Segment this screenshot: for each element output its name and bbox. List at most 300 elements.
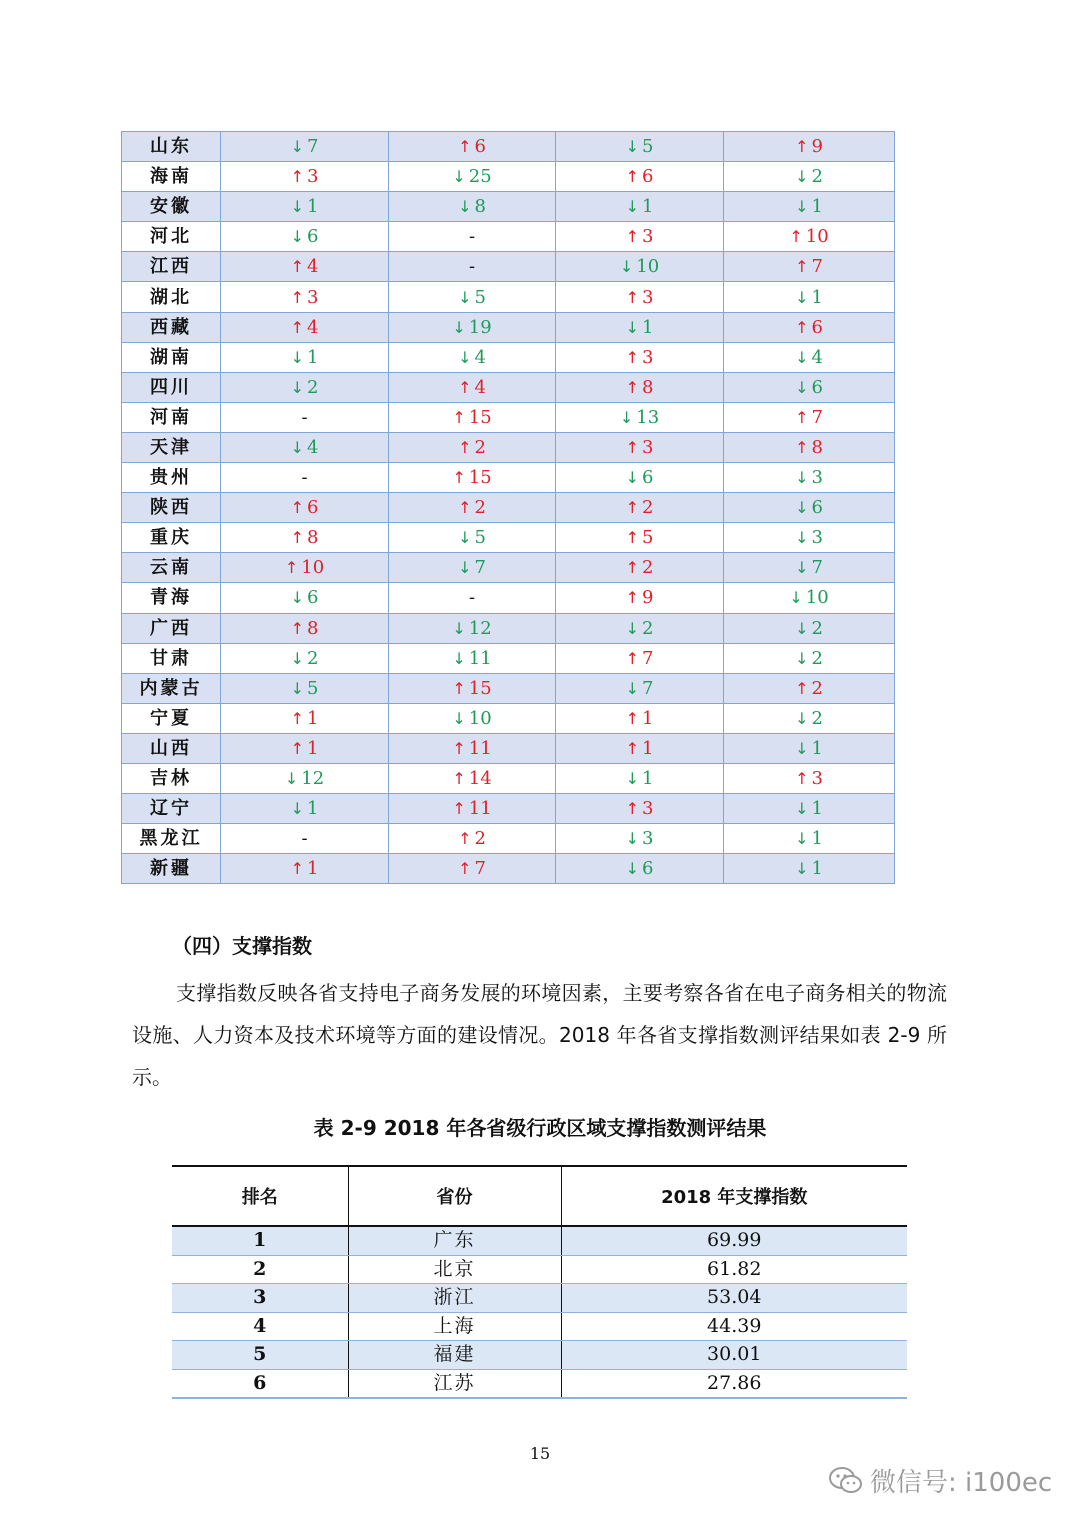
province-cell: 吉林 [122,763,221,793]
change-cell [389,252,556,282]
arrow-up-icon: ↑ [795,257,809,277]
arrow-down-icon: ↓ [795,528,809,548]
table-row [122,854,895,884]
rank-cell: 4 [172,1312,348,1341]
change-value: 3 [811,527,823,549]
province-cell: 山东 [122,132,221,162]
table-row [172,1255,907,1284]
arrow-down-icon: ↓ [625,859,639,879]
support-table-header-row [172,1166,907,1226]
change-value: 5 [306,677,319,699]
table-row [122,794,895,824]
arrow-up-icon: ↑ [452,407,466,427]
change-value: 3 [811,467,823,489]
province-cell: 重庆 [122,523,221,553]
change-value: 14 [468,768,492,790]
change-cell [724,673,895,703]
arrow-down-icon: ↓ [795,498,809,518]
arrow-down-icon: ↓ [290,678,304,698]
change-cell [556,192,724,222]
change-cell [556,463,724,493]
change-value: 12 [301,768,325,790]
change-cell [389,162,556,192]
arrow-down-icon: ↓ [625,317,639,337]
change-value: 8 [811,436,823,458]
province-cell: 贵州 [122,463,221,493]
arrow-up-icon: ↑ [452,468,466,488]
change-value: 2 [811,166,823,188]
province-cell: 安徽 [122,192,221,222]
province-cell: 江西 [122,252,221,282]
change-cell [724,583,895,613]
change-cell [389,583,556,613]
arrow-up-icon: ↑ [795,437,809,457]
arrow-down-icon: ↓ [458,287,472,307]
change-value: 15 [468,677,492,699]
rank-cell: 6 [172,1369,348,1398]
arrow-up-icon: ↑ [795,137,809,157]
arrow-down-icon: ↓ [625,137,639,157]
change-cell [221,402,389,432]
change-cell [724,613,895,643]
change-cell [724,372,895,402]
table-row [172,1369,907,1398]
change-value: 2 [811,617,823,639]
change-value: 7 [306,136,319,158]
change-value: - [301,828,308,850]
change-cell [221,643,389,673]
change-value: 4 [306,436,319,458]
change-value: 3 [641,828,654,850]
change-cell [389,132,556,162]
arrow-up-icon: ↑ [290,257,304,277]
change-cell [221,282,389,312]
support-table-body [172,1226,907,1398]
change-value: 11 [468,737,492,759]
change-value: 6 [306,587,319,609]
arrow-up-icon: ↑ [458,437,472,457]
change-value: 2 [306,376,319,398]
change-cell [221,703,389,733]
index-value-cell: 44.39 [561,1312,907,1341]
arrow-up-icon: ↑ [625,437,639,457]
change-value: 3 [641,346,654,368]
table-row [122,733,895,763]
province-cell: 北京 [348,1255,561,1284]
change-cell [724,794,895,824]
arrow-up-icon: ↑ [625,528,639,548]
arrow-down-icon: ↓ [795,197,809,217]
table-row [122,553,895,583]
change-cell [724,733,895,763]
change-cell [724,342,895,372]
rank-cell: 3 [172,1284,348,1313]
province-cell: 甘肃 [122,643,221,673]
arrow-up-icon: ↑ [625,347,639,367]
arrow-down-icon: ↓ [290,197,304,217]
change-cell [556,794,724,824]
change-value: 1 [641,316,654,338]
change-value: 11 [468,647,492,669]
change-value: 10 [468,707,492,729]
change-value: 6 [306,497,319,519]
province-cell: 广东 [348,1226,561,1255]
change-cell [724,553,895,583]
table-row [122,162,895,192]
change-cell [556,162,724,192]
table-row [122,613,895,643]
change-cell [556,673,724,703]
arrow-down-icon: ↓ [452,618,466,638]
change-value: 10 [805,587,829,609]
change-cell [556,312,724,342]
arrow-down-icon: ↓ [795,377,809,397]
change-cell [724,763,895,793]
change-value: 7 [811,256,823,278]
table-row [122,402,895,432]
change-value: 19 [468,316,492,338]
table-row [122,252,895,282]
table-row [122,583,895,613]
change-value: 5 [474,527,486,549]
change-value: 2 [474,828,486,850]
change-cell [221,312,389,342]
change-cell [724,192,895,222]
arrow-up-icon: ↑ [625,287,639,307]
change-cell [389,794,556,824]
index-value-cell: 61.82 [561,1255,907,1284]
change-cell [221,493,389,523]
change-cell [389,523,556,553]
province-cell: 辽宁 [122,794,221,824]
header-province: 省份 [348,1166,561,1226]
change-value: 2 [474,436,486,458]
change-cell [389,673,556,703]
change-value: 10 [301,557,325,579]
change-cell [221,794,389,824]
change-cell [556,763,724,793]
change-value: 1 [811,286,823,308]
arrow-down-icon: ↓ [290,347,304,367]
change-value: 7 [811,557,823,579]
table-row [122,132,895,162]
table-row [122,282,895,312]
header-rank: 排名 [172,1166,348,1226]
change-cell [556,523,724,553]
change-cell [389,493,556,523]
rank-cell: 2 [172,1255,348,1284]
change-cell [724,312,895,342]
arrow-down-icon: ↓ [290,799,304,819]
table-row [122,523,895,553]
rank-cell: 5 [172,1341,348,1370]
change-cell [389,312,556,342]
arrow-down-icon: ↓ [290,588,304,608]
change-cell [221,733,389,763]
change-cell [389,763,556,793]
change-cell [724,252,895,282]
arrow-down-icon: ↓ [458,528,472,548]
ranking-change-table [121,131,895,884]
change-cell [221,854,389,884]
arrow-up-icon: ↑ [290,498,304,518]
arrow-up-icon: ↑ [458,377,472,397]
change-value: 25 [468,166,492,188]
change-value: 3 [306,286,319,308]
arrow-down-icon: ↓ [290,377,304,397]
change-value: 12 [468,617,492,639]
change-cell [389,463,556,493]
province-cell: 新疆 [122,854,221,884]
change-cell [221,763,389,793]
change-value: 7 [811,406,823,428]
change-cell [221,132,389,162]
arrow-up-icon: ↑ [290,317,304,337]
change-value: 1 [641,707,654,729]
arrow-down-icon: ↓ [290,227,304,247]
change-value: 7 [641,647,654,669]
change-value: 10 [636,256,660,278]
change-cell [724,282,895,312]
change-cell [724,222,895,252]
change-cell [724,523,895,553]
change-cell [389,192,556,222]
arrow-down-icon: ↓ [795,829,809,849]
change-value: 6 [474,136,486,158]
change-cell [724,463,895,493]
arrow-up-icon: ↑ [795,678,809,698]
change-value: 2 [811,677,823,699]
arrow-up-icon: ↑ [458,137,472,157]
table-row [172,1341,907,1370]
change-value: 1 [306,707,319,729]
arrow-up-icon: ↑ [795,317,809,337]
change-value: 1 [811,737,823,759]
change-value: 15 [468,467,492,489]
arrow-down-icon: ↓ [290,437,304,457]
change-value: 1 [811,196,823,218]
table-row [122,222,895,252]
change-value: 1 [306,737,319,759]
province-cell: 黑龙江 [122,824,221,854]
arrow-down-icon: ↓ [795,558,809,578]
arrow-down-icon: ↓ [789,588,803,608]
arrow-up-icon: ↑ [625,377,639,397]
province-cell: 西藏 [122,312,221,342]
change-cell [389,402,556,432]
arrow-up-icon: ↑ [795,407,809,427]
change-value: - [301,406,308,428]
watermark-text: 微信号: i100ec [870,1468,1053,1498]
province-cell: 河南 [122,402,221,432]
arrow-up-icon: ↑ [789,227,803,247]
arrow-down-icon: ↓ [795,287,809,307]
province-cell: 河北 [122,222,221,252]
arrow-up-icon: ↑ [290,618,304,638]
change-cell [221,252,389,282]
change-value: 2 [474,497,486,519]
change-cell [724,643,895,673]
change-value: 2 [641,617,654,639]
change-value: 2 [811,707,823,729]
table-row [122,192,895,222]
change-cell [724,703,895,733]
change-cell [221,342,389,372]
change-cell [556,432,724,462]
change-cell [221,673,389,703]
change-cell [389,282,556,312]
change-cell [221,432,389,462]
change-cell [556,583,724,613]
change-value: 1 [811,858,823,880]
change-value: 4 [474,346,486,368]
change-cell [221,824,389,854]
arrow-down-icon: ↓ [625,678,639,698]
table-row [122,342,895,372]
arrow-up-icon: ↑ [290,167,304,187]
arrow-down-icon: ↓ [625,618,639,638]
page-number: 15 [529,1444,551,1463]
change-value: 4 [474,376,486,398]
change-cell [556,402,724,432]
change-cell [389,342,556,372]
arrow-down-icon: ↓ [290,137,304,157]
change-value: - [301,467,308,489]
change-cell [221,523,389,553]
change-cell [556,493,724,523]
province-cell: 宁夏 [122,703,221,733]
index-value-cell: 30.01 [561,1341,907,1370]
province-cell: 上海 [348,1312,561,1341]
change-cell [221,372,389,402]
change-value: 1 [811,828,823,850]
change-cell [389,553,556,583]
arrow-down-icon: ↓ [795,648,809,668]
arrow-up-icon: ↑ [458,859,472,879]
change-value: - [468,226,476,248]
change-value: 1 [306,346,319,368]
change-value: 6 [641,166,654,188]
change-cell [724,854,895,884]
change-cell [724,493,895,523]
change-value: 6 [811,316,823,338]
change-value: 1 [641,768,654,790]
arrow-up-icon: ↑ [795,769,809,789]
table-row [122,763,895,793]
change-value: 1 [811,798,823,820]
change-value: 4 [306,256,319,278]
arrow-up-icon: ↑ [452,678,466,698]
table-caption: 表 2-9 2018 年各省级行政区域支撑指数测评结果 [313,1116,767,1140]
province-cell: 浙江 [348,1284,561,1313]
province-cell: 陕西 [122,493,221,523]
change-value: 2 [641,557,654,579]
change-value: 5 [474,286,486,308]
arrow-down-icon: ↓ [795,347,809,367]
change-value: 2 [811,647,823,669]
arrow-down-icon: ↓ [290,648,304,668]
arrow-down-icon: ↓ [795,708,809,728]
change-value: 1 [641,737,654,759]
change-value: 6 [811,376,823,398]
change-cell [556,824,724,854]
change-value: 2 [641,497,654,519]
change-value: 1 [306,196,319,218]
arrow-up-icon: ↑ [284,558,299,578]
change-value: - [468,587,476,609]
change-cell [221,162,389,192]
province-cell: 海南 [122,162,221,192]
change-cell [556,132,724,162]
arrow-up-icon: ↑ [625,648,639,668]
arrow-down-icon: ↓ [795,799,809,819]
change-cell [389,432,556,462]
table-row [172,1284,907,1313]
province-cell: 云南 [122,553,221,583]
change-cell [389,643,556,673]
change-value: 8 [306,617,319,639]
change-value: 8 [306,527,319,549]
arrow-down-icon: ↓ [795,167,809,187]
change-value: 4 [306,316,319,338]
province-cell: 湖南 [122,342,221,372]
change-cell [389,733,556,763]
change-value: 15 [468,406,492,428]
change-value: 2 [306,647,319,669]
arrow-down-icon: ↓ [619,407,634,427]
table-row [122,463,895,493]
arrow-up-icon: ↑ [458,829,472,849]
wechat-icon [828,1466,864,1496]
change-cell [724,402,895,432]
support-index-table [172,1165,907,1399]
change-cell [389,372,556,402]
change-cell [389,222,556,252]
arrow-down-icon: ↓ [795,468,809,488]
table-row [122,703,895,733]
change-cell [221,613,389,643]
change-cell [556,553,724,583]
table-row [122,432,895,462]
change-cell [556,613,724,643]
province-cell: 内蒙古 [122,673,221,703]
change-value: 7 [474,557,486,579]
change-cell [556,703,724,733]
arrow-down-icon: ↓ [458,558,472,578]
change-cell [389,703,556,733]
change-value: 8 [641,376,654,398]
section-paragraph: 支撑指数反映各省支持电子商务发展的环境因素，主要考察各省在电子商务相关的物流设施、人力资本及技术环境等方面的建设情况。2018 年各省支撑指数测评结果如表 2-9 所示。 [132,981,947,1089]
change-value: 4 [811,346,823,368]
change-value: 5 [641,527,654,549]
change-value: 3 [641,286,654,308]
change-cell [556,733,724,763]
change-value: - [468,256,476,278]
arrow-down-icon: ↓ [284,769,299,789]
change-value: 3 [641,436,654,458]
arrow-up-icon: ↑ [290,738,304,758]
change-value: 7 [474,858,486,880]
change-value: 1 [641,196,654,218]
change-value: 3 [811,768,823,790]
table-row [122,824,895,854]
table-row [122,493,895,523]
arrow-up-icon: ↑ [625,167,639,187]
change-value: 6 [306,226,319,248]
change-value: 13 [636,406,660,428]
change-value: 3 [306,166,319,188]
change-cell [221,192,389,222]
